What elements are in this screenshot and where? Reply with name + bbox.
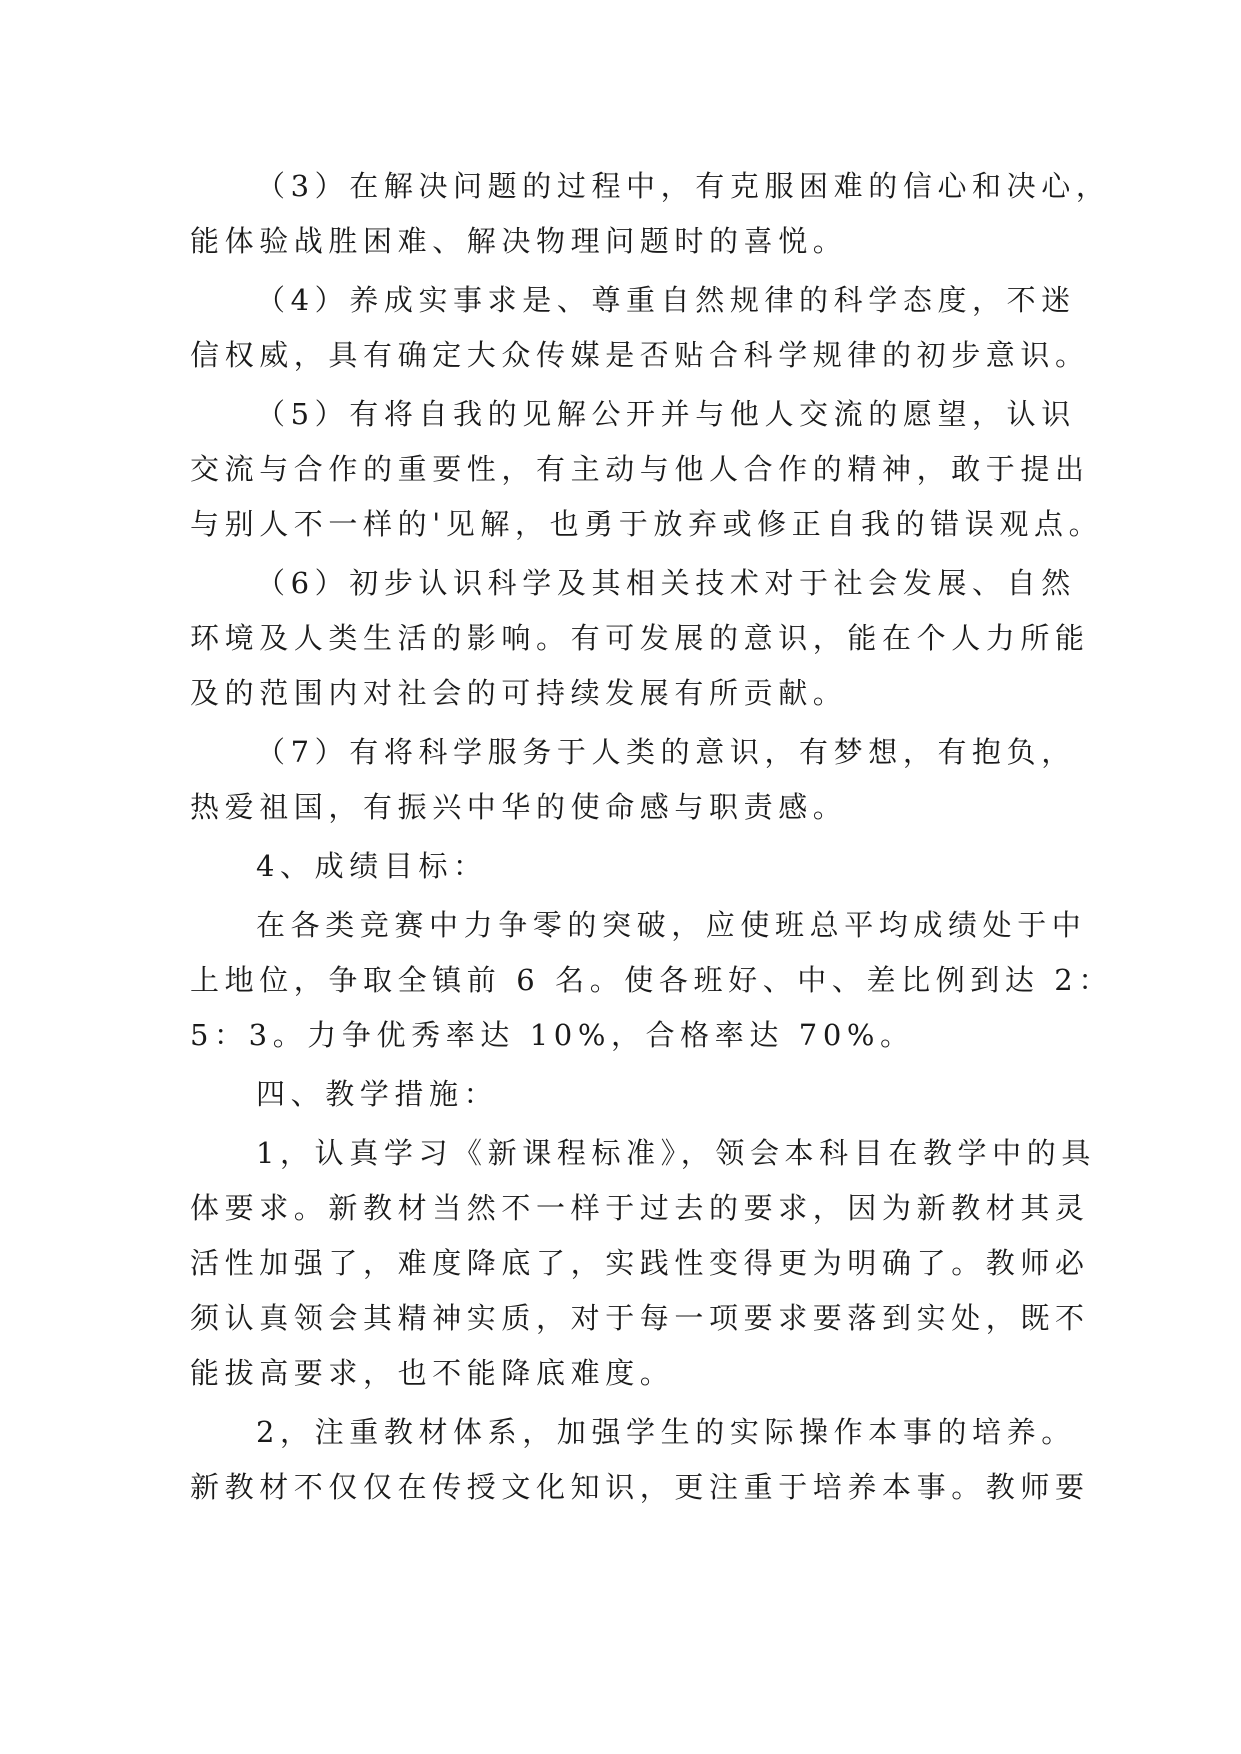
section-heading: 四、教学措施： <box>256 1077 499 1111</box>
text-line: （7）有将科学服务于人类的意识，有梦想，有抱负， <box>256 735 1076 769</box>
text-line: 环境及人类生活的影响。有可发展的意识，能在个人力所能 <box>190 621 1090 655</box>
text-line: 体要求。新教材当然不一样于过去的要求，因为新教材其灵 <box>190 1191 1090 1225</box>
text-line: 能拔高要求，也不能降底难度。 <box>190 1356 675 1390</box>
text-line: 信权威，具有确定大众传媒是否贴合科学规律的初步意识。 <box>190 338 1090 372</box>
text-line: 新教材不仅仅在传授文化知识，更注重于培养本事。教师要 <box>190 1470 1090 1504</box>
text-line: （4）养成实事求是、尊重自然规律的科学态度，不迷 <box>256 283 1076 317</box>
text-line: 1，认真学习《新课程标准》，领会本科目在教学中的具 <box>256 1136 1096 1170</box>
text-line: 能体验战胜困难、解决物理问题时的喜悦。 <box>190 224 848 258</box>
text-line: 须认真领会其精神实质，对于每一项要求要落到实处，既不 <box>190 1301 1090 1335</box>
text-line: 活性加强了，难度降底了，实践性变得更为明确了。教师必 <box>190 1246 1090 1280</box>
section-heading: 4、成绩目标： <box>256 849 488 883</box>
text-line: 上地位，争取全镇前 6 名。使各班好、中、差比例到达 2： <box>190 963 1113 997</box>
text-line: 在各类竞赛中力争零的突破，应使班总平均成绩处于中 <box>256 908 1087 942</box>
text-line: （6）初步认识科学及其相关技术对于社会发展、自然 <box>256 566 1076 600</box>
text-line: 热爱祖国，有振兴中华的使命感与职责感。 <box>190 790 848 824</box>
text-line: （3）在解决问题的过程中，有克服困难的信心和决心， <box>256 169 1111 203</box>
text-line: （5）有将自我的见解公开并与他人交流的愿望，认识 <box>256 397 1076 431</box>
text-line: 5：3。力争优秀率达 10%，合格率达 70%。 <box>190 1018 915 1052</box>
text-line: 及的范围内对社会的可持续发展有所贡献。 <box>190 676 848 710</box>
text-line: 交流与合作的重要性，有主动与他人合作的精神，敢于提出 <box>190 452 1090 486</box>
text-line: 与别人不一样的'见解，也勇于放弃或修正自我的错误观点。 <box>190 507 1104 541</box>
text-line: 2，注重教材体系，加强学生的实际操作本事的培养。 <box>256 1415 1076 1449</box>
